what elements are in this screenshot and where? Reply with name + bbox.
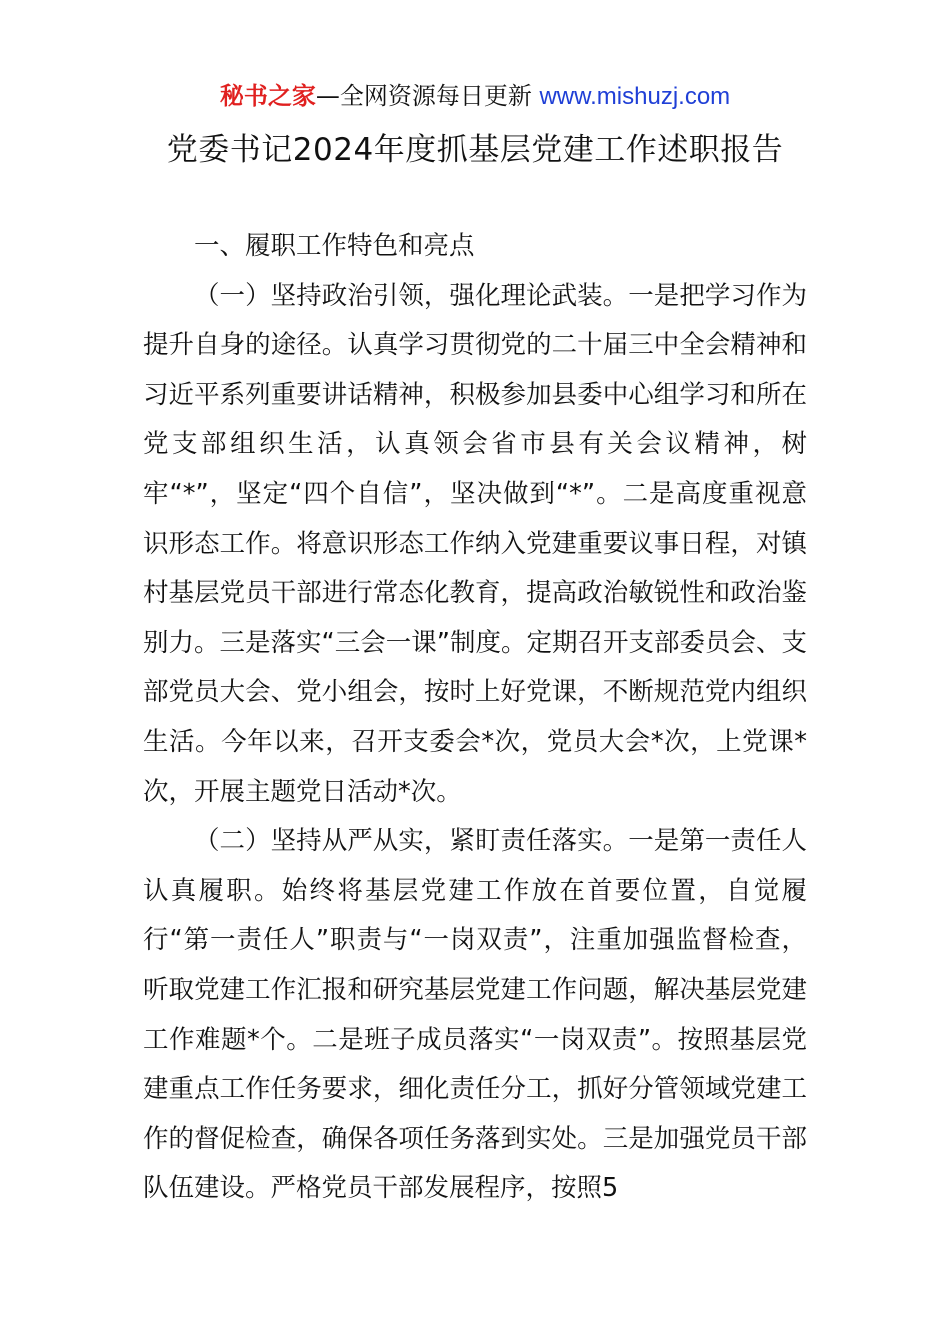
- document-body: [143, 222, 807, 1214]
- site-brand: 秘书之家: [219, 82, 316, 110]
- paragraph: （二）坚持从严从实，紧盯责任落实。一是第一责任人认真履职。始终将基层党建工作放在首要位置，自觉履行“第一责任人”职责与“一岗双责”，注重加强监督检查，听取党建工作汇报和研究基层党建工作问题，解决基层党建工作难题*个。二是班子成员落实“一岗双责”。按照基层党建重点工作任务要求，细化责任分工，抓好分管领域党建工作的督促检查，确保各项任务落到实处。三是加强党员干部队伍建设。严格党员干部发展程序，按照5: [143, 826, 807, 1204]
- document-title: 党委书记2024年度抓基层党建工作述职报告: [166, 132, 784, 168]
- paragraph: （一）坚持政治引领，强化理论武装。一是把学习作为提升自身的途径。认真学习贯彻党的二十届三中全会精神和习近平系列重要讲话精神，积极参加县委中心组学习和所在党支部组织生活，认真领会省市县有关会议精神，树牢“*”，坚定“四个自信”，坚决做到“*”。二是高度重视意识形态工作。将意识形态工作纳入党建重要议事日程，对镇村基层党员干部进行常态化教育，提高政治敏锐性和政治鉴别力。三是落实“三会一课”制度。定期召开支部委员会、支部党员大会、党小组会，按时上好党课，不断规范党内组织生活。今年以来，召开支委会*次，党员大会*次，上党课*次，开展主题党日活动*次。: [143, 280, 807, 807]
- site-tagline: —全网资源每日更新: [315, 82, 532, 110]
- site-url-link[interactable]: www.mishuzj.com: [539, 83, 731, 110]
- section-heading: 一、履职工作特色和亮点: [194, 231, 475, 261]
- site-header: [0, 80, 950, 113]
